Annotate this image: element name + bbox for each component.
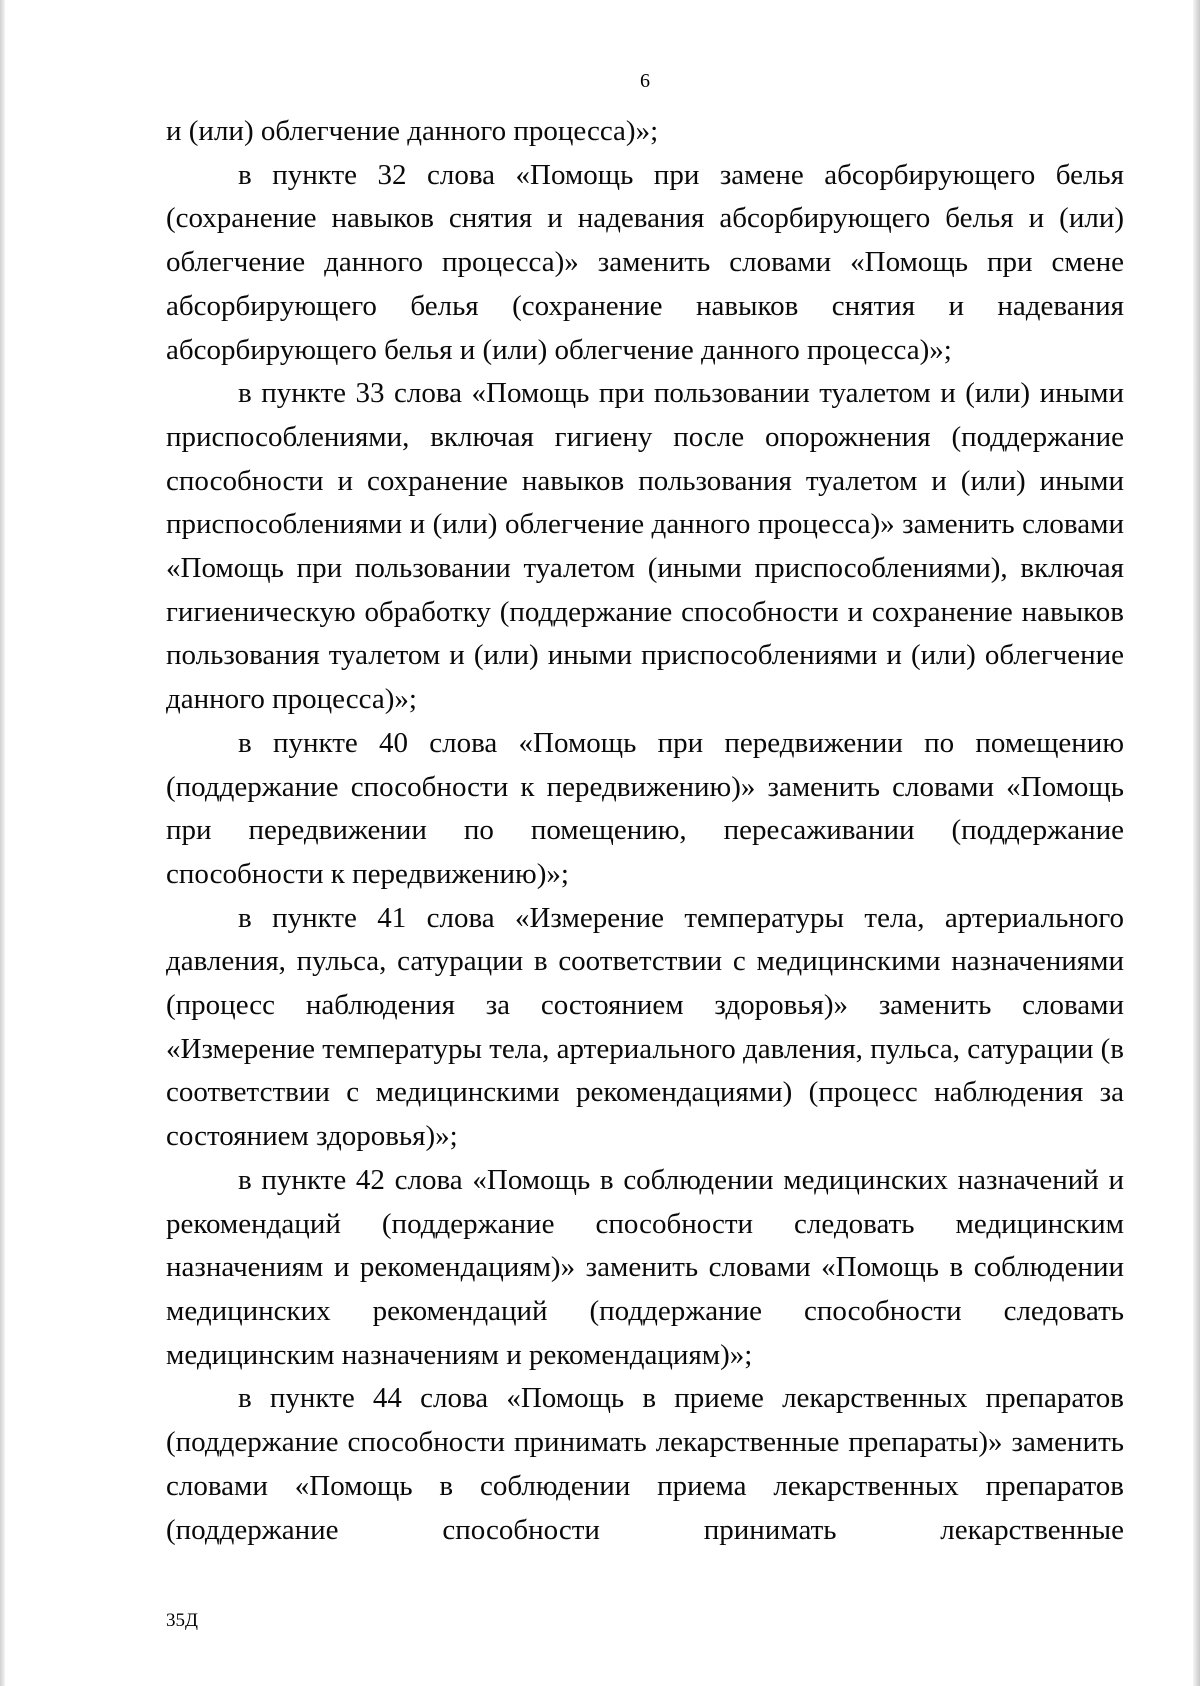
document-body bbox=[166, 110, 1124, 1552]
footer-code: 35Д bbox=[166, 1610, 198, 1631]
page-number: 6 bbox=[640, 70, 650, 92]
scan-edge-right bbox=[1193, 0, 1200, 1686]
paragraph-item-41: в пункте 41 слова «Измерение температуры тела, артериального давления, пульса, сатурации в соответствии с медицинскими назначениями (процесс наблюдения за состоянием здоровья)» заменить словами «Измерение температуры тела, артериального давления, пульса, сатурации (в соответствии с медицинскими рекомендациями) (процесс наблюдения за состоянием здоровья)»; bbox=[166, 901, 1124, 1153]
paragraph-item-42: в пункте 42 слова «Помощь в соблюдении медицинских назначений и рекомендаций (поддержание способности следовать медицинским назначениям и рекомендациям)» заменить словами «Помощь в соблюдении медицинских рекомендаций (поддержание способности следовать медицинским назначениям и рекомендациям)»; bbox=[166, 1163, 1124, 1371]
paragraph-item-40: в пункте 40 слова «Помощь при передвижении по помещению (поддержание способности к передвижению)» заменить словами «Помощь при передвижении по помещению, пересаживании (поддержание способности к передвижению)»; bbox=[166, 726, 1124, 890]
scan-edge-left bbox=[0, 0, 5, 1686]
paragraph-item-44: в пункте 44 слова «Помощь в приеме лекарственных препаратов (поддержание способности принимать лекарственные препараты)» заменить словами «Помощь в соблюдении приема лекарственных препаратов (поддержание способности принимать лекарственные bbox=[166, 1382, 1124, 1546]
paragraph-item-32: в пункте 32 слова «Помощь при замене абсорбирующего белья (сохранение навыков снятия и надевания абсорбирующего белья и (или) облегчение данного процесса)» заменить словами «Помощь при смене абсорбирующего белья (сохранение навыков снятия и надевания абсорбирующего белья и (или) облегчение данного процесса)»; bbox=[166, 158, 1124, 366]
paragraph-continuation: и (или) облегчение данного процесса)»; bbox=[166, 115, 659, 147]
paragraph-item-33: в пункте 33 слова «Помощь при пользовании туалетом и (или) иными приспособлениями, включая гигиену после опорожнения (поддержание способности и сохранение навыков пользования туалетом и (или) иными приспособлениями и (или) облегчение данного процесса)» заменить словами «Помощь при пользовании туалетом (иными приспособлениями), включая гигиеническую обработку (поддержание способности и сохранение навыков пользования туалетом и (или) иными приспособлениями и (или) облегчение данного процесса)»; bbox=[166, 377, 1124, 716]
